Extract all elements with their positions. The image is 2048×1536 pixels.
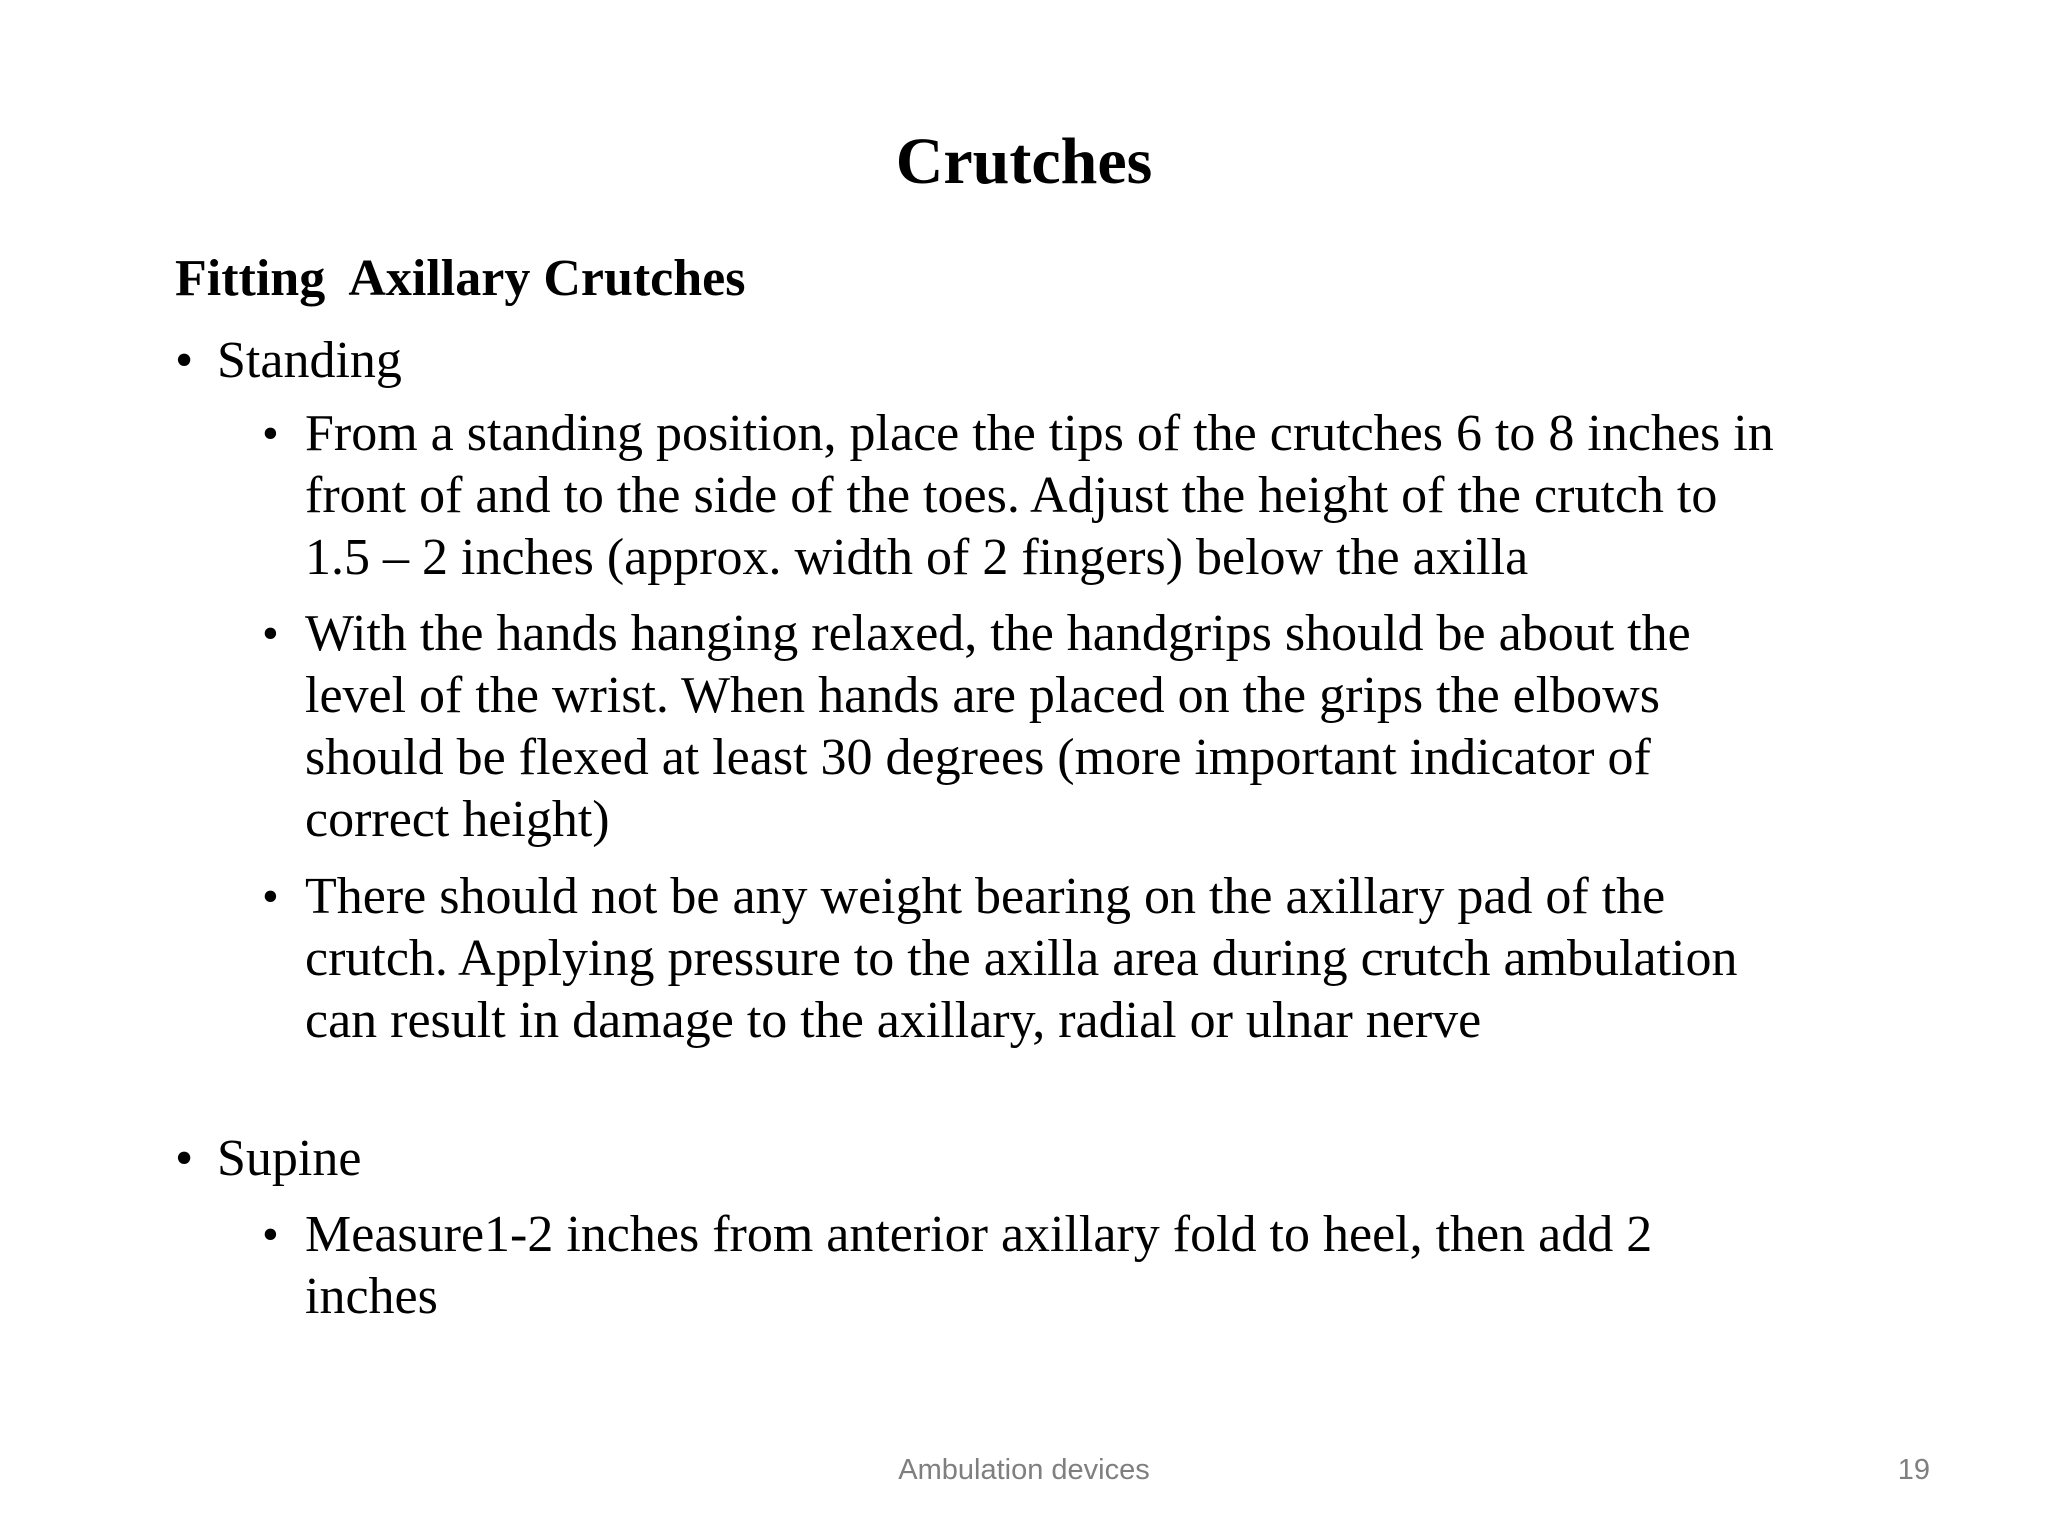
sub-bullet-text: There should not be any weight bearing on the axillary pad of the crutch. Applying pressure to the axilla area during crutch ambulation can result in damage to the axillary, radial or ulnar nerve xyxy=(305,868,1738,1049)
bullet-icon: • xyxy=(262,1208,279,1261)
sub-bullet-text: From a standing position, place the tips of the crutches 6 to 8 inches in front of and to the side of the toes. Adjust the height of the crutch to 1.5 – 2 inches (approx. width of 2 fingers) below the axilla xyxy=(305,405,1774,586)
sub-bullet-3 xyxy=(262,866,1962,1052)
page-number: 19 xyxy=(1897,1454,1930,1486)
sub-bullet-text: With the hands hanging relaxed, the handgrips should be about the level of the wrist. When hands are placed on the grips the elbows should be flexed at least 30 degrees (more important indicator of correct height) xyxy=(305,605,1691,848)
bullet-icon: • xyxy=(175,1130,194,1187)
bullet-icon: • xyxy=(262,607,279,660)
section-heading: Fitting Axillary Crutches xyxy=(175,250,746,307)
bullet-icon: • xyxy=(262,870,279,923)
sub-bullet-text: Measure1-2 inches from anterior axillary fold to heel, then add 2 inches xyxy=(305,1206,1653,1325)
bullet-label: Standing xyxy=(217,332,402,389)
sub-bullet-2 xyxy=(262,603,1962,851)
bullet-icon: • xyxy=(262,407,279,460)
footer-text: Ambulation devices xyxy=(898,1454,1150,1486)
sub-bullet-4 xyxy=(262,1204,1962,1328)
slide-title: Crutches xyxy=(895,125,1153,198)
bullet-label: Supine xyxy=(217,1130,362,1187)
bullet-icon: • xyxy=(175,332,194,389)
sub-bullet-1 xyxy=(262,403,1962,589)
